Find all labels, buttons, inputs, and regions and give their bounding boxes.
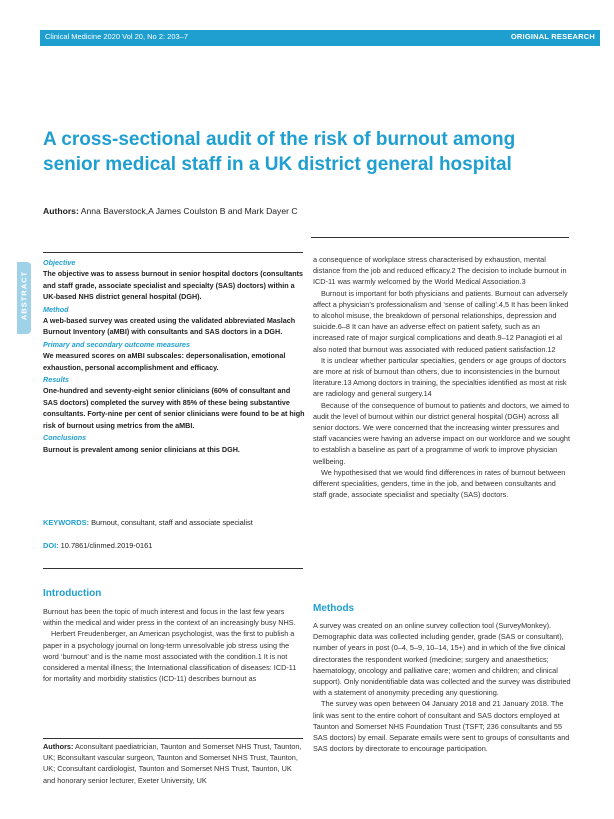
intro-paragraph-1: Burnout has been the topic of much interest and focus in the last few years within the medical and wider press in the context of an increasingly busy NHS. [43, 607, 296, 628]
doi-line [43, 541, 152, 550]
intro-paragraph-2: Herbert Freudenberger, an American psychologist, was the first to publish a paper in a psychology journal on long-term unresolvable job stress using the word ‘burnout’ and is the name most associated with the condition.1 It is not considered a mental illness; the International classification of diseases: ICD-11 for mortality and morbidity statistics (ICD-11) describes burnout as [43, 629, 297, 684]
abstract-side-tab [17, 262, 31, 334]
section-label: ORIGINAL RESEARCH [510, 32, 595, 41]
doi-link[interactable]: 10.7861/clinmed.2019-0161 [60, 541, 153, 550]
method-heading: Method [43, 304, 69, 314]
abstract-tab-label: ABSTRACT [19, 270, 29, 321]
outcomes-heading: Primary and secondary outcome measures [43, 339, 191, 349]
journal-citation: Clinical Medicine 2020 Vol 20, No 2: 203–7 [45, 32, 189, 41]
conclusions-text: Burnout is prevalent among senior clinicians at this DGH. [43, 444, 240, 454]
conclusions-heading: Conclusions [43, 433, 87, 443]
methods-paragraph-2: The survey was open between 04 January 2018 and 21 January 2018. The link was sent to the entire cohort of consultant and SAS doctors employed at Taunton and Somerset NHS Foundation Trust (TSFT; 236 consultants and 55 SAS doctors) by email. Separate emails were sent to groups of consultants and SAS doctors by directorate to encourage participation. [313, 699, 570, 754]
right-paragraph-4: Because of the consequence of burnout to patients and doctors, we aimed to audit the level of burnout within our district general hospital (DGH) across all senior doctors. We were concerned that the increasing winter pressures and staff vacancies were having an adverse impact on our workforce and we sought to establish a baseline as part of a programme of work to improve physician wellbeing. [313, 400, 571, 466]
results-text: One-hundred and seventy-eight senior clinicians (60% of consultant and SAS doctors) completed the survey with 85% of these being substantive consultants. Forty-nine per cent of senior clinicians were found to be at high risk of burnout using metrics from the aMBI. [43, 386, 305, 430]
affiliations-text: Aconsultant paediatrician, Taunton and Somerset NHS Trust, Taunton, UK; Bconsultant vascular surgeon, Taunton and Somerset NHS Trust, Taunton, UK; Cconsultant cardiologist, Taunton and Somerset NHS Trust, Taunton, UK and honorary senior lecturer, Exeter University, UK [43, 742, 302, 785]
right-paragraph-5: We hypothesised that we would find differences in rates of burnout between different specialities, genders, time in the job, and between consultants and staff grade, associate specialist and specialty (SAS) doctors. [313, 467, 566, 500]
abstract-top-rule [43, 252, 303, 253]
methods-heading: Methods [313, 603, 355, 614]
keywords-line [43, 518, 305, 527]
methods-body [313, 620, 571, 754]
affiliations-label: Authors: [43, 742, 74, 751]
introduction-body [43, 606, 305, 684]
objective-heading: Objective [43, 258, 76, 267]
right-paragraph-3: It is unclear whether particular specialties, genders or age groups of doctors are more at risk of burnout than others, due to inconsistencies in the burnout literature.13 Among doctors in training, the specialties identified as most at risk are radiology and general surgery.14 [313, 355, 567, 399]
article-title: A cross-sectional audit of the risk of burnout among senior medical staff in a UK district general hospital [43, 129, 516, 175]
method-text: A web-based survey was created using the validated abbreviated Maslach Burnout Inventory (aMBI) with consultants and SAS doctors in a DGH. [43, 316, 296, 337]
keywords-label: KEYWORDS: [43, 518, 89, 527]
right-column-rule [311, 237, 569, 238]
right-paragraph-2: Burnout is important for both physicians and patients. Burnout can adversely affect a physician’s professionalism and ‘sense of calling’.4,5 It has been linked to alcohol misuse, the breakdown of personal relationships, depression and suicide.6–8 It can have an adverse effect on patient safety, such as an increased rate of major surgical complications and death.9–12 Panagioti et al also noted that burnout was associated with reduced patient satisfaction.12 [313, 288, 569, 354]
keywords-text: Burnout, consultant, staff and associate specialist [91, 518, 253, 527]
abstract-bottom-rule [43, 568, 303, 569]
outcomes-text: We measured scores on aMBI subscales: depersonalisation, emotional exhaustion, personal accomplishment and efficacy. [43, 351, 286, 372]
introduction-heading: Introduction [43, 588, 102, 599]
author-names: Anna Baverstock,A James Coulston B and Mark Dayer C [80, 206, 298, 216]
affiliations-block [43, 741, 305, 786]
doi-label: DOI: [43, 541, 59, 550]
objective-text: The objective was to assess burnout in senior hospital doctors (consultants and staff grade, associate specialist and specialty (SAS) doctors) within a UK-based NHS district general hospital (DGH). [43, 269, 303, 302]
right-paragraph-1: a consequence of workplace stress characterised by exhaustion, mental distance from the job and reduced efficacy.2 The decision to include burnout in ICD-11 was warmly welcomed by the World Medical Association.3 [313, 255, 567, 287]
authors-label: Authors: [43, 206, 79, 216]
right-column-body [313, 254, 571, 500]
affiliations-rule [43, 738, 303, 739]
results-heading: Results [43, 375, 69, 385]
methods-paragraph-1: A survey was created on an online survey collection tool (SurveyMonkey). Demographic data was collected including gender, grade (SAS or consultant), number of years in post (0–4, 5–9, 10–14, 15+) and in which of the five clinical directorates the respondent worked (medicine; surgery and anaesthetics; haematology, oncology and palliative care; women and children; and clinical support). Only nonidentifiable data was collected and the survey was distributed with a statement of anonymity preceding any questioning. [313, 621, 571, 698]
journal-header-bar [40, 30, 600, 46]
abstract-block [43, 256, 305, 455]
author-line [43, 206, 298, 216]
